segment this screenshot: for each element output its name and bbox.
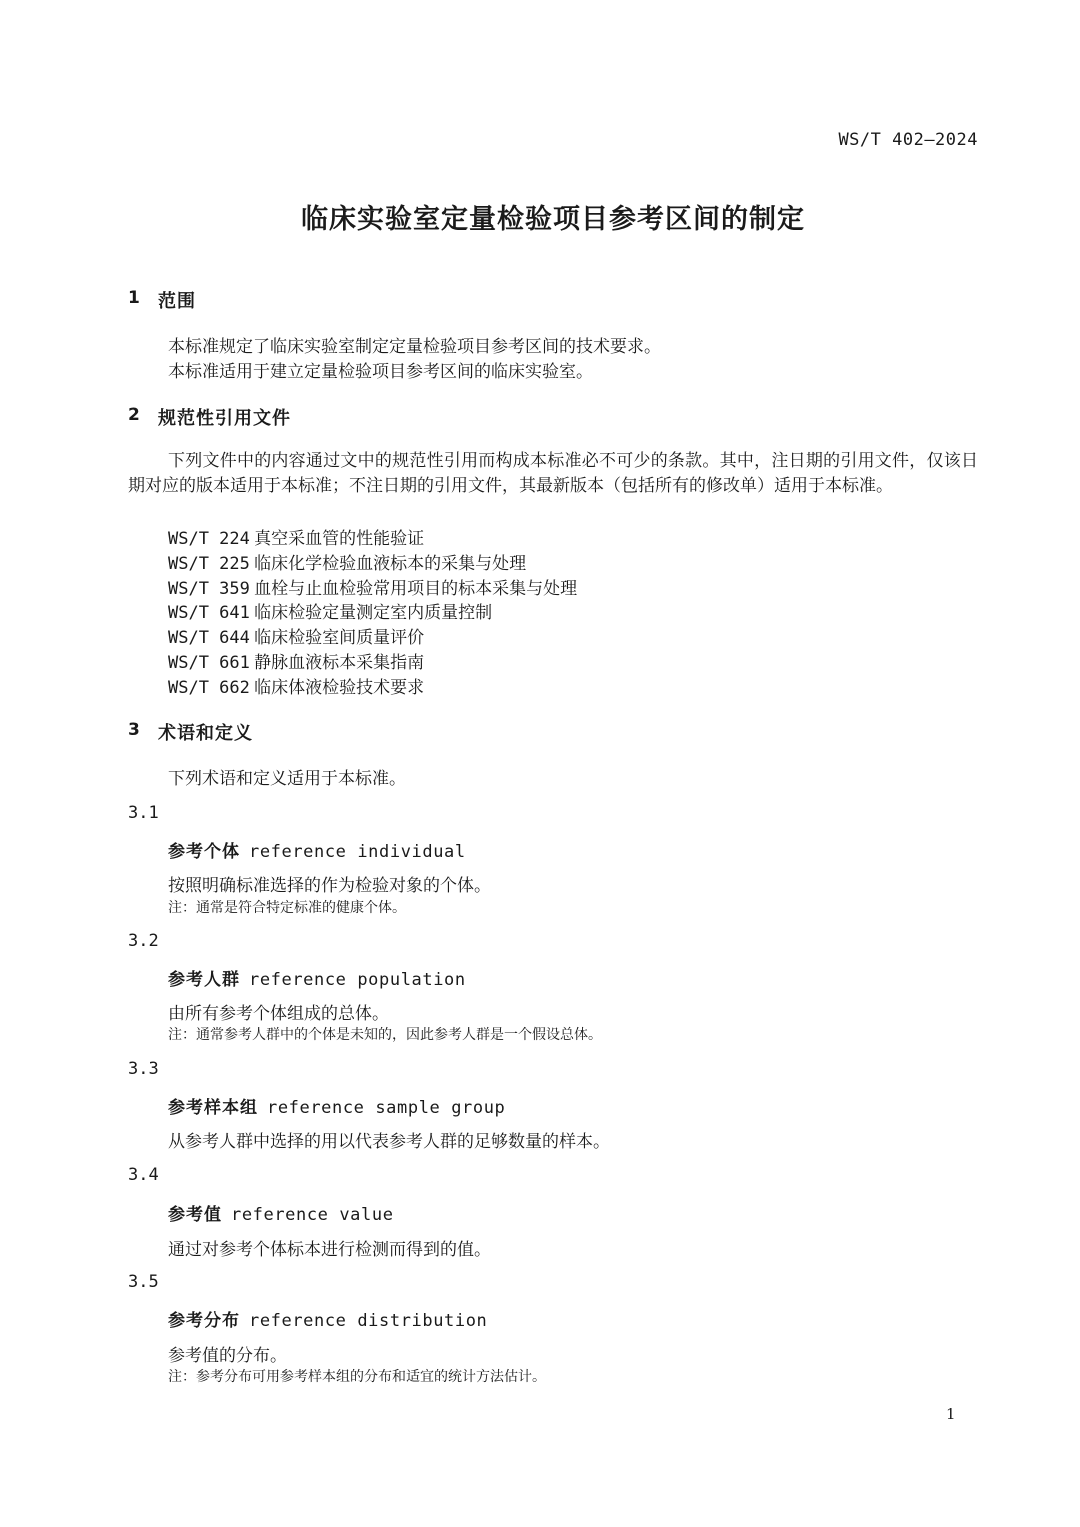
term-note: 注：参考分布可用参考样本组的分布和适宜的统计方法估计。 (168, 1369, 546, 1385)
section-1-number: 1 (128, 288, 140, 308)
reference-title: 临床体液检验技术要求 (254, 678, 425, 698)
section-1-title: 范围 (158, 291, 196, 312)
term-heading (168, 1200, 394, 1225)
document-title: 临床实验室定量检验项目参考区间的制定 (301, 204, 805, 235)
reference-code: WS/T 641 (168, 603, 250, 623)
term-definition: 通过对参考个体标本进行检测而得到的值。 (168, 1240, 491, 1260)
term-definition: 从参考人群中选择的用以代表参考人群的足够数量的样本。 (168, 1132, 610, 1152)
reference-code: WS/T 224 (168, 529, 250, 549)
term-number: 3.4 (128, 1165, 159, 1185)
term-heading (168, 965, 466, 990)
reference-item (168, 673, 424, 698)
term-number: 3.3 (128, 1059, 159, 1079)
term-heading (168, 837, 466, 862)
reference-item (168, 524, 424, 549)
reference-item (168, 648, 424, 673)
term-definition: 由所有参考个体组成的总体。 (168, 1004, 389, 1024)
reference-code: WS/T 359 (168, 579, 250, 599)
term-chinese: 参考人群 (168, 970, 240, 990)
term-heading (168, 1093, 505, 1118)
term-chinese: 参考个体 (168, 842, 240, 862)
term-note: 注：通常参考人群中的个体是未知的，因此参考人群是一个假设总体。 (168, 1027, 602, 1043)
section-2-paragraph: 下列文件中的内容通过文中的规范性引用而构成本标准必不可少的条款。其中，注日期的引用文件，仅该日期对应的版本适用于本标准；不注日期的引用文件，其最新版本（包括所有的修改单）适用于本标准。 (128, 451, 978, 496)
reference-item (168, 549, 526, 574)
term-english: reference individual (249, 842, 466, 862)
page-number: 1 (946, 1405, 956, 1423)
term-number: 3.1 (128, 803, 159, 823)
term-note: 注：通常是符合特定标准的健康个体。 (168, 900, 406, 916)
reference-code: WS/T 662 (168, 678, 250, 698)
reference-title: 临床检验室间质量评价 (254, 628, 425, 648)
reference-code: WS/T 661 (168, 653, 250, 673)
term-definition: 参考值的分布。 (168, 1346, 287, 1366)
reference-title: 临床检验定量测定室内质量控制 (254, 603, 493, 623)
reference-item (168, 574, 577, 599)
term-english: reference population (249, 970, 466, 990)
reference-title: 临床化学检验血液标本的采集与处理 (254, 554, 527, 574)
reference-item (168, 598, 492, 623)
reference-title: 血栓与止血检验常用项目的标本采集与处理 (254, 579, 578, 599)
term-heading (168, 1306, 487, 1331)
reference-title: 静脉血液标本采集指南 (254, 653, 425, 673)
document-code: WS/T 402—2024 (838, 130, 978, 150)
section-2-title: 规范性引用文件 (158, 408, 291, 429)
section-1-paragraph-2: 本标准适用于建立定量检验项目参考区间的临床实验室。 (168, 362, 593, 382)
reference-code: WS/T 644 (168, 628, 250, 648)
term-number: 3.2 (128, 931, 159, 951)
section-2-number: 2 (128, 405, 140, 425)
term-number: 3.5 (128, 1272, 159, 1292)
reference-item (168, 623, 424, 648)
term-chinese: 参考分布 (168, 1311, 240, 1331)
term-chinese: 参考样本组 (168, 1098, 258, 1118)
term-english: reference sample group (267, 1098, 506, 1118)
reference-title: 真空采血管的性能验证 (254, 529, 425, 549)
term-english: reference distribution (249, 1311, 488, 1331)
term-english: reference value (231, 1205, 394, 1225)
term-chinese: 参考值 (168, 1205, 222, 1225)
reference-code: WS/T 225 (168, 554, 250, 574)
term-definition: 按照明确标准选择的作为检验对象的个体。 (168, 876, 491, 896)
section-1-paragraph-1: 本标准规定了临床实验室制定定量检验项目参考区间的技术要求。 (168, 337, 661, 357)
section-3-paragraph: 下列术语和定义适用于本标准。 (168, 769, 406, 789)
section-3-number: 3 (128, 720, 140, 740)
section-3-title: 术语和定义 (158, 723, 253, 744)
